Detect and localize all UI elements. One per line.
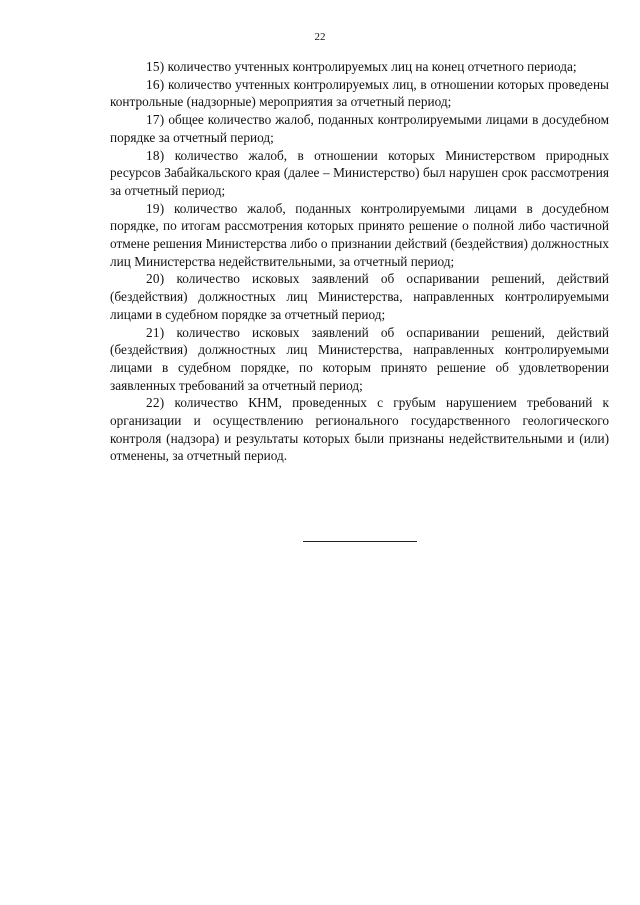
item-number: 19) bbox=[146, 200, 165, 216]
item-number: 21) bbox=[146, 324, 165, 340]
item-text: количество учтенных контролируемых лиц, в отношении которых проведены контрольные (надзорные) мероприятия за отчетный период; bbox=[110, 76, 609, 110]
end-separator-line bbox=[303, 541, 417, 542]
item-number: 18) bbox=[146, 147, 165, 163]
list-item-20 bbox=[110, 270, 609, 323]
item-number: 16) bbox=[146, 76, 165, 92]
item-number: 22) bbox=[146, 395, 165, 411]
document-body bbox=[110, 58, 609, 465]
item-text: количество жалоб, поданных контролируемыми лицами в досудебном порядке, по итогам рассмотрения которых принято решение о полной либо частичной отмене решения Министерства либо о признании действий (бездействия) должностных лиц Министерства недействительными, за отчетный период; bbox=[110, 200, 609, 269]
item-text: количество учтенных контролируемых лиц на конец отчетного периода; bbox=[167, 59, 577, 74]
item-text: количество исковых заявлений об оспаривании решений, действий (бездействия) должностных лиц Министерства, направленных контролируемыми лицами в судебном порядке, по которым принято решение об удовлетворении заявленных требований за отчетный период; bbox=[110, 324, 609, 393]
item-text: количество КНМ, проведенных с грубым нарушением требований к организации и осуществлению регионального государственного геологического контроля (надзора) и результаты которых были признаны недействительными и (или) отменены, за отчетный период. bbox=[110, 395, 609, 464]
list-item-17 bbox=[110, 111, 609, 146]
list-item-16 bbox=[110, 76, 609, 111]
list-item-19 bbox=[110, 200, 609, 271]
item-number: 17) bbox=[146, 112, 165, 128]
list-item-22 bbox=[110, 394, 609, 465]
item-number: 15) bbox=[146, 59, 165, 74]
item-text: количество исковых заявлений об оспаривании решений, действий (бездействия) должностных лиц Министерства, направленных контролируемыми лицами в судебном порядке за отчетный период; bbox=[110, 271, 609, 322]
list-item-18 bbox=[110, 147, 609, 200]
item-number: 20) bbox=[146, 271, 165, 287]
item-text: общее количество жалоб, поданных контролируемыми лицами в досудебном порядке за отчетный период; bbox=[110, 112, 609, 145]
list-item-15 bbox=[110, 58, 609, 76]
page-number: 22 bbox=[314, 31, 326, 43]
list-item-21 bbox=[110, 324, 609, 395]
item-text: количество жалоб, в отношении которых Министерством природных ресурсов Забайкальского края (далее – Министерство) был нарушен срок рассмотрения за отчетный период; bbox=[110, 147, 609, 198]
